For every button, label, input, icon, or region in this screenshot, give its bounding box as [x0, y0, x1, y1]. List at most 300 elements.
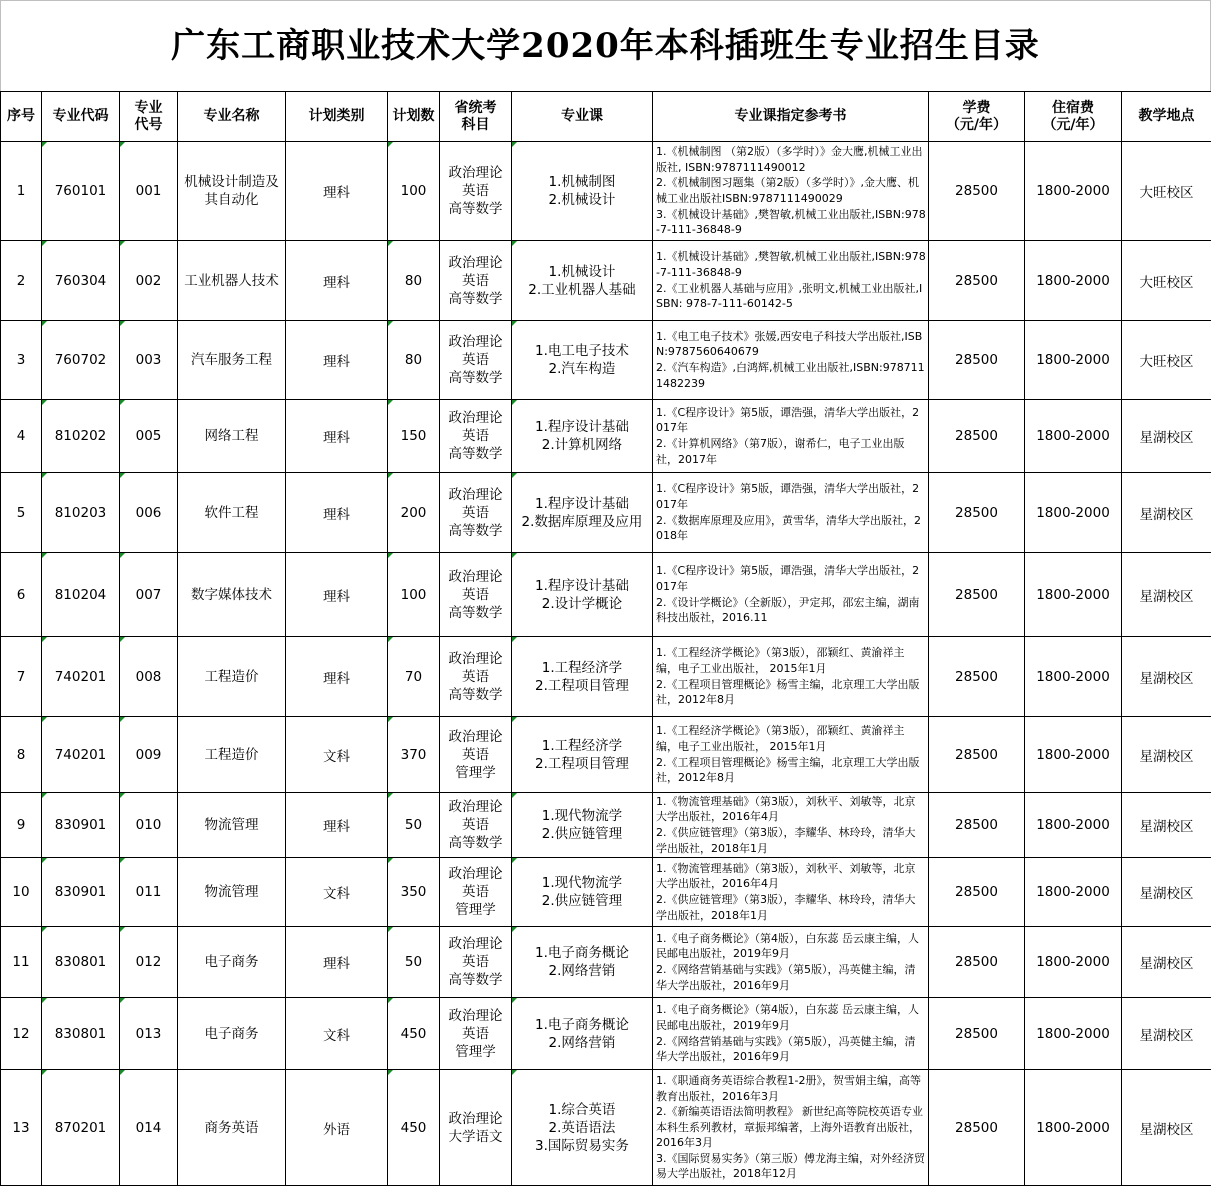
- cell-campus[interactable]: [1122, 793, 1211, 858]
- cell-major-num-text: 013: [135, 1025, 162, 1042]
- table-row: [1, 717, 1211, 793]
- cell-exam-subjects[interactable]: [440, 793, 512, 858]
- cell-courses-text: 1.现代物流学 2.供应链管理: [541, 808, 623, 842]
- cell-major-num[interactable]: [120, 637, 178, 717]
- cell-exam-subjects[interactable]: [440, 858, 512, 927]
- cell-major-name-text: 汽车服务工程: [191, 352, 272, 368]
- cell-exam-subjects[interactable]: [440, 400, 512, 473]
- table-row: [1, 473, 1211, 553]
- cell-reference-books-text: 1.《电子商务概论》（第4版），白东蕊 岳云康主编，人民邮电出版社，2019年9月 2.《网络营销基础与实践》（第5版），冯英健主编，清华大学出版社，2016年9月: [656, 931, 919, 992]
- cell-major-code[interactable]: [42, 241, 120, 321]
- cell-major-code-text: 830801: [54, 954, 107, 970]
- cell-courses-text: 1.机械设计 2.工业机器人基础: [528, 263, 636, 298]
- cell-plan-count[interactable]: [388, 637, 440, 717]
- cell-no-text: 7: [16, 668, 26, 685]
- cell-major-num-text: 003: [135, 352, 162, 368]
- cell-reference-books-text: 1.《物流管理基础》（第3版），刘秋平、刘敏等，北京大学出版社，2016年4月 2.《供应链管理》（第3版），李耀华、林玲玲，清华大学出版社，2018年1月: [656, 861, 916, 922]
- cell-plan-type[interactable]: [286, 998, 388, 1070]
- cell-campus[interactable]: [1122, 553, 1211, 637]
- cell-plan-type[interactable]: [286, 400, 388, 473]
- cell-major-num-text: 005: [135, 428, 162, 444]
- cell-major-code[interactable]: [42, 321, 120, 400]
- cell-exam-subjects[interactable]: [440, 998, 512, 1070]
- cell-no-text: 5: [16, 504, 26, 521]
- cell-major-code-text: 810203: [54, 504, 107, 521]
- cell-no[interactable]: [1, 717, 42, 793]
- cell-major-num-text: 009: [135, 746, 162, 763]
- cell-courses[interactable]: [512, 400, 653, 473]
- cell-campus-text: 大旺校区: [1139, 274, 1194, 291]
- cell-plan-count[interactable]: [388, 321, 440, 400]
- cell-plan-type-text: 理科: [323, 185, 350, 201]
- cell-dorm-fee-text: 1800-2000: [1036, 504, 1110, 521]
- cell-no[interactable]: [1, 241, 42, 321]
- cell-exam-subjects[interactable]: [440, 927, 512, 998]
- cell-reference-books-text: 1.《工程经济学概论》（第3版），邵颖红、黄渝祥主编，电子工业出版社， 2015年1月 2.《工程项目管理概论》杨雪主编，北京理工大学出版社，2012年8月: [656, 724, 920, 785]
- cell-plan-count-text: 50: [404, 817, 423, 833]
- header-plan-count: 计划数: [388, 92, 440, 142]
- cell-campus[interactable]: [1122, 321, 1211, 400]
- table-row: [1, 858, 1211, 927]
- cell-plan-count[interactable]: [388, 858, 440, 927]
- cell-courses[interactable]: [512, 553, 653, 637]
- cell-major-num[interactable]: [120, 321, 178, 400]
- table-row: [1, 1070, 1211, 1186]
- cell-courses-text: 1.综合英语 2.英语语法 3.国际贸易实务: [535, 1101, 629, 1154]
- cell-major-num[interactable]: [120, 1070, 178, 1186]
- cell-major-num-text: 012: [135, 954, 162, 970]
- cell-plan-count-text: 70: [404, 668, 423, 685]
- cell-major-name-text: 软件工程: [204, 504, 259, 521]
- cell-tuition[interactable]: [929, 321, 1025, 400]
- cell-major-num[interactable]: [120, 793, 178, 858]
- cell-reference-books[interactable]: [653, 637, 929, 717]
- cell-courses-text: 1.机械制图 2.机械设计: [548, 174, 616, 208]
- cell-reference-books[interactable]: [653, 858, 929, 927]
- cell-plan-count-text: 450: [400, 1119, 427, 1136]
- header-campus: 教学地点: [1122, 92, 1211, 142]
- cell-dorm-fee[interactable]: [1025, 998, 1122, 1070]
- cell-no-text: 4: [16, 428, 26, 444]
- cell-courses-text: 1.工程经济学 2.工程项目管理: [535, 659, 629, 694]
- cell-major-code[interactable]: [42, 717, 120, 793]
- cell-plan-count-text: 200: [400, 504, 427, 521]
- cell-major-name[interactable]: [178, 142, 286, 241]
- cell-major-num-text: 008: [135, 668, 162, 685]
- cell-tuition[interactable]: [929, 553, 1025, 637]
- cell-exam-subjects[interactable]: [440, 637, 512, 717]
- cell-major-name-text: 电子商务: [204, 954, 259, 970]
- cell-major-num-text: 006: [135, 504, 162, 521]
- cell-dorm-fee-text: 1800-2000: [1036, 1025, 1110, 1042]
- cell-plan-type[interactable]: [286, 241, 388, 321]
- cell-dorm-fee-text: 1800-2000: [1036, 352, 1110, 368]
- cell-plan-type[interactable]: [286, 717, 388, 793]
- cell-major-name[interactable]: [178, 927, 286, 998]
- cell-dorm-fee-text: 1800-2000: [1036, 668, 1110, 685]
- cell-no[interactable]: [1, 553, 42, 637]
- cell-plan-count[interactable]: [388, 998, 440, 1070]
- cell-exam-subjects-text: 政治理论 英语 高等数学: [448, 799, 503, 851]
- cell-campus-text: 大旺校区: [1139, 354, 1194, 370]
- cell-courses-text: 1.程序设计基础 2.计算机网络: [535, 419, 629, 453]
- cell-major-code[interactable]: [42, 473, 120, 553]
- cell-major-code[interactable]: [42, 998, 120, 1070]
- cell-campus-text: 星湖校区: [1139, 956, 1194, 972]
- cell-no[interactable]: [1, 858, 42, 927]
- cell-tuition-text: 28500: [955, 1119, 998, 1136]
- cell-campus-text: 星湖校区: [1139, 886, 1194, 902]
- cell-plan-count[interactable]: [388, 241, 440, 321]
- cell-major-num[interactable]: [120, 858, 178, 927]
- cell-no[interactable]: [1, 142, 42, 241]
- cell-plan-type-text: 理科: [323, 670, 350, 687]
- cell-campus[interactable]: [1122, 858, 1211, 927]
- cell-tuition[interactable]: [929, 998, 1025, 1070]
- cell-major-name-text: 数字媒体技术: [191, 586, 272, 603]
- cell-major-name-text: 物流管理: [204, 884, 259, 900]
- cell-dorm-fee[interactable]: [1025, 321, 1122, 400]
- cell-major-num-text: 002: [135, 272, 162, 289]
- cell-dorm-fee[interactable]: [1025, 142, 1122, 241]
- cell-courses[interactable]: [512, 927, 653, 998]
- cell-exam-subjects[interactable]: [440, 473, 512, 553]
- cell-tuition[interactable]: [929, 637, 1025, 717]
- cell-plan-type[interactable]: [286, 793, 388, 858]
- cell-plan-type-text: 理科: [323, 588, 350, 605]
- cell-tuition[interactable]: [929, 717, 1025, 793]
- cell-courses[interactable]: [512, 858, 653, 927]
- cell-reference-books-text: 1.《C程序设计》第5版，谭浩强，清华大学出版社，2017年 2.《数据库原理及应用》，黄雪华，清华大学出版社，2018年: [656, 482, 921, 543]
- header-exam-subjects: 省统考 科目: [440, 92, 512, 142]
- cell-courses[interactable]: [512, 998, 653, 1070]
- cell-courses[interactable]: [512, 717, 653, 793]
- cell-major-code[interactable]: [42, 637, 120, 717]
- cell-reference-books[interactable]: [653, 998, 929, 1070]
- cell-plan-type-text: 文科: [323, 1027, 350, 1044]
- cell-campus[interactable]: [1122, 998, 1211, 1070]
- cell-dorm-fee[interactable]: [1025, 637, 1122, 717]
- cell-major-num[interactable]: [120, 142, 178, 241]
- cell-courses-text: 1.工程经济学 2.工程项目管理: [535, 737, 629, 772]
- cell-no[interactable]: [1, 637, 42, 717]
- cell-major-name-text: 商务英语: [204, 1119, 259, 1136]
- cell-major-code[interactable]: [42, 927, 120, 998]
- header-major-num: 专业 代号: [120, 92, 178, 142]
- cell-major-name[interactable]: [178, 400, 286, 473]
- cell-major-code-text: 810202: [54, 428, 107, 444]
- header-row: [1, 92, 1211, 142]
- cell-reference-books[interactable]: [653, 927, 929, 998]
- cell-reference-books-text: 1.《物流管理基础》（第3版），刘秋平、刘敏等，北京大学出版社，2016年4月 2.《供应链管理》（第3版），李耀华、林玲玲，清华大学出版社，2018年1月: [656, 794, 916, 855]
- cell-campus-text: 星湖校区: [1139, 430, 1194, 446]
- cell-campus-text: 星湖校区: [1139, 506, 1194, 523]
- cell-campus[interactable]: [1122, 400, 1211, 473]
- cell-plan-type[interactable]: [286, 1070, 388, 1186]
- cell-major-num[interactable]: [120, 553, 178, 637]
- cell-campus[interactable]: [1122, 1070, 1211, 1186]
- header-dorm-fee: 住宿费 （元/年）: [1025, 92, 1122, 142]
- cell-plan-count[interactable]: [388, 142, 440, 241]
- cell-no-text: 3: [16, 352, 26, 368]
- cell-plan-count-text: 50: [404, 954, 423, 970]
- cell-major-code-text: 830901: [54, 817, 107, 833]
- cell-courses-text: 1.程序设计基础 2.设计学概论: [535, 577, 629, 612]
- cell-major-name-text: 物流管理: [204, 817, 259, 833]
- cell-exam-subjects[interactable]: [440, 717, 512, 793]
- cell-reference-books-text: 1.《工程经济学概论》（第3版），邵颖红、黄渝祥主编，电子工业出版社， 2015年1月 2.《工程项目管理概论》杨雪主编，北京理工大学出版社，2012年8月: [656, 646, 920, 707]
- cell-tuition[interactable]: [929, 1070, 1025, 1186]
- cell-campus-text: 星湖校区: [1139, 588, 1194, 605]
- cell-plan-type[interactable]: [286, 321, 388, 400]
- table-row: [1, 553, 1211, 637]
- cell-tuition-text: 28500: [955, 668, 998, 685]
- cell-exam-subjects-text: 政治理论 英语 高等数学: [448, 165, 503, 217]
- cell-major-name-text: 机械设计制造及 其自动化: [184, 174, 279, 208]
- cell-dorm-fee[interactable]: [1025, 400, 1122, 473]
- cell-major-num[interactable]: [120, 473, 178, 553]
- cell-tuition-text: 28500: [955, 352, 998, 368]
- cell-exam-subjects-text: 政治理论 大学语文: [448, 1110, 503, 1145]
- cell-plan-count[interactable]: [388, 1070, 440, 1186]
- cell-plan-type-text: 文科: [323, 748, 350, 765]
- cell-dorm-fee-text: 1800-2000: [1036, 183, 1110, 199]
- cell-major-code-text: 740201: [54, 668, 107, 685]
- cell-dorm-fee-text: 1800-2000: [1036, 586, 1110, 603]
- cell-campus[interactable]: [1122, 241, 1211, 321]
- cell-dorm-fee[interactable]: [1025, 553, 1122, 637]
- cell-plan-count-text: 450: [400, 1025, 427, 1042]
- cell-courses-text: 1.现代物流学 2.供应链管理: [541, 875, 623, 909]
- cell-plan-type[interactable]: [286, 858, 388, 927]
- cell-reference-books[interactable]: [653, 473, 929, 553]
- cell-plan-count[interactable]: [388, 793, 440, 858]
- cell-no[interactable]: [1, 473, 42, 553]
- cell-major-num-text: 014: [135, 1119, 162, 1136]
- cell-courses[interactable]: [512, 793, 653, 858]
- cell-exam-subjects-text: 政治理论 英语 管理学: [448, 866, 503, 918]
- cell-dorm-fee-text: 1800-2000: [1036, 954, 1110, 970]
- cell-major-name-text: 电子商务: [204, 1025, 259, 1042]
- cell-reference-books-text: 1.《职通商务英语综合教程1-2册》，贺雪娟主编，高等教育出版社，2016年3月 2.《新编英语语法简明教程》 新世纪高等院校英语专业本科生系列教材，章振邦编著，上海外语教育出版社，2016年3月 3.《国际贸易实务》（第三版）傅龙海主编，对外经济贸易大学出版社，2018年12月: [656, 1073, 925, 1181]
- header-courses: 专业课: [512, 92, 653, 142]
- cell-major-num[interactable]: [120, 927, 178, 998]
- cell-plan-type-text: 外语: [323, 1121, 350, 1138]
- cell-major-num[interactable]: [120, 241, 178, 321]
- cell-dorm-fee[interactable]: [1025, 473, 1122, 553]
- cell-tuition-text: 28500: [955, 884, 998, 900]
- cell-dorm-fee[interactable]: [1025, 717, 1122, 793]
- cell-major-code-text: 760702: [54, 352, 107, 368]
- cell-campus[interactable]: [1122, 637, 1211, 717]
- cell-no[interactable]: [1, 927, 42, 998]
- cell-plan-count[interactable]: [388, 400, 440, 473]
- cell-dorm-fee-text: 1800-2000: [1036, 272, 1110, 289]
- header-no: 序号: [1, 92, 42, 142]
- cell-tuition[interactable]: [929, 858, 1025, 927]
- cell-major-code[interactable]: [42, 142, 120, 241]
- cell-reference-books[interactable]: [653, 717, 929, 793]
- cell-exam-subjects[interactable]: [440, 321, 512, 400]
- cell-reference-books[interactable]: [653, 793, 929, 858]
- cell-campus[interactable]: [1122, 473, 1211, 553]
- cell-courses[interactable]: [512, 1070, 653, 1186]
- cell-plan-type-text: 理科: [323, 506, 350, 523]
- page-title: 广东工商职业技术大学2020年本科插班生专业招生目录: [0, 0, 1211, 91]
- cell-major-name[interactable]: [178, 637, 286, 717]
- cell-dorm-fee[interactable]: [1025, 793, 1122, 858]
- cell-major-name[interactable]: [178, 321, 286, 400]
- cell-exam-subjects[interactable]: [440, 142, 512, 241]
- cell-major-name[interactable]: [178, 858, 286, 927]
- cell-courses[interactable]: [512, 241, 653, 321]
- header-major-code: 专业代码: [42, 92, 120, 142]
- cell-plan-count[interactable]: [388, 927, 440, 998]
- cell-reference-books[interactable]: [653, 241, 929, 321]
- cell-tuition-text: 28500: [955, 428, 998, 444]
- cell-courses[interactable]: [512, 637, 653, 717]
- cell-tuition[interactable]: [929, 927, 1025, 998]
- cell-plan-count-text: 370: [400, 746, 427, 763]
- cell-major-num[interactable]: [120, 400, 178, 473]
- cell-campus[interactable]: [1122, 717, 1211, 793]
- cell-major-code[interactable]: [42, 858, 120, 927]
- cell-exam-subjects[interactable]: [440, 553, 512, 637]
- table-body: [1, 142, 1211, 1186]
- cell-major-code[interactable]: [42, 400, 120, 473]
- cell-dorm-fee-text: 1800-2000: [1036, 428, 1110, 444]
- cell-plan-count[interactable]: [388, 553, 440, 637]
- cell-no[interactable]: [1, 321, 42, 400]
- cell-major-num[interactable]: [120, 998, 178, 1070]
- cell-major-name[interactable]: [178, 1070, 286, 1186]
- cell-no[interactable]: [1, 400, 42, 473]
- cell-reference-books[interactable]: [653, 553, 929, 637]
- cell-dorm-fee[interactable]: [1025, 858, 1122, 927]
- cell-tuition-text: 28500: [955, 1025, 998, 1042]
- cell-reference-books[interactable]: [653, 1070, 929, 1186]
- cell-courses-text: 1.电工电子技术 2.汽车构造: [535, 343, 629, 377]
- cell-major-name[interactable]: [178, 793, 286, 858]
- cell-major-code-text: 830801: [54, 1025, 107, 1042]
- cell-dorm-fee-text: 1800-2000: [1036, 884, 1110, 900]
- cell-courses[interactable]: [512, 473, 653, 553]
- cell-plan-type-text: 理科: [323, 956, 350, 972]
- cell-exam-subjects-text: 政治理论 英语 高等数学: [448, 650, 503, 703]
- cell-tuition[interactable]: [929, 473, 1025, 553]
- cell-campus-text: 星湖校区: [1139, 670, 1194, 687]
- cell-major-name[interactable]: [178, 717, 286, 793]
- cell-dorm-fee[interactable]: [1025, 241, 1122, 321]
- cell-major-num-text: 001: [135, 183, 162, 199]
- cell-major-code[interactable]: [42, 553, 120, 637]
- cell-major-code-text: 870201: [54, 1119, 107, 1136]
- cell-courses[interactable]: [512, 142, 653, 241]
- cell-tuition-text: 28500: [955, 954, 998, 970]
- cell-campus[interactable]: [1122, 927, 1211, 998]
- cell-exam-subjects-text: 政治理论 英语 高等数学: [448, 254, 503, 307]
- cell-tuition-text: 28500: [955, 586, 998, 603]
- cell-no-text: 11: [12, 954, 30, 970]
- cell-dorm-fee[interactable]: [1025, 927, 1122, 998]
- cell-no-text: 8: [16, 746, 26, 763]
- cell-major-code[interactable]: [42, 1070, 120, 1186]
- cell-no[interactable]: [1, 793, 42, 858]
- cell-campus-text: 星湖校区: [1139, 1121, 1194, 1138]
- cell-reference-books[interactable]: [653, 400, 929, 473]
- cell-major-code-text: 760304: [54, 272, 107, 289]
- cell-reference-books-text: 1.《C程序设计》第5版，谭浩强，清华大学出版社，2017年 2.《设计学概论》（全新版），尹定邦，邵宏主编，湖南科技出版社，2016.11: [656, 564, 920, 625]
- cell-plan-type[interactable]: [286, 553, 388, 637]
- cell-exam-subjects[interactable]: [440, 241, 512, 321]
- cell-major-num-text: 007: [135, 586, 162, 603]
- cell-plan-type[interactable]: [286, 637, 388, 717]
- header-tuition: 学费 （元/年）: [929, 92, 1025, 142]
- cell-no-text: 6: [16, 586, 26, 603]
- cell-major-code-text: 810204: [54, 586, 107, 603]
- cell-plan-type[interactable]: [286, 473, 388, 553]
- cell-no[interactable]: [1, 1070, 42, 1186]
- cell-campus[interactable]: [1122, 142, 1211, 241]
- cell-dorm-fee[interactable]: [1025, 1070, 1122, 1186]
- cell-plan-type-text: 理科: [323, 274, 350, 291]
- cell-tuition[interactable]: [929, 142, 1025, 241]
- cell-no-text: 13: [12, 1119, 30, 1136]
- table-row: [1, 321, 1211, 400]
- enrollment-table: [0, 91, 1211, 1186]
- cell-plan-type[interactable]: [286, 927, 388, 998]
- cell-exam-subjects[interactable]: [440, 1070, 512, 1186]
- table-row: [1, 927, 1211, 998]
- cell-courses[interactable]: [512, 321, 653, 400]
- cell-plan-count-text: 80: [404, 352, 423, 368]
- cell-tuition-text: 28500: [955, 272, 998, 289]
- cell-major-num-text: 010: [135, 817, 162, 833]
- cell-tuition-text: 28500: [955, 504, 998, 521]
- table-row: [1, 637, 1211, 717]
- cell-major-name[interactable]: [178, 998, 286, 1070]
- cell-tuition[interactable]: [929, 241, 1025, 321]
- cell-plan-type-text: 文科: [323, 886, 350, 902]
- table-row: [1, 142, 1211, 241]
- cell-plan-type[interactable]: [286, 142, 388, 241]
- cell-reference-books[interactable]: [653, 321, 929, 400]
- cell-courses-text: 1.程序设计基础 2.数据库原理及应用: [521, 495, 643, 530]
- cell-major-name-text: 工业机器人技术: [184, 272, 279, 289]
- cell-major-name[interactable]: [178, 473, 286, 553]
- cell-tuition[interactable]: [929, 400, 1025, 473]
- cell-major-name[interactable]: [178, 241, 286, 321]
- cell-major-name[interactable]: [178, 553, 286, 637]
- cell-reference-books[interactable]: [653, 142, 929, 241]
- cell-major-code-text: 830901: [54, 884, 107, 900]
- cell-courses-text: 1.电子商务概论 2.网络营销: [535, 945, 629, 979]
- cell-major-name-text: 工程造价: [204, 668, 259, 685]
- cell-tuition[interactable]: [929, 793, 1025, 858]
- table-row: [1, 793, 1211, 858]
- cell-major-num[interactable]: [120, 717, 178, 793]
- cell-plan-count[interactable]: [388, 473, 440, 553]
- cell-plan-count-text: 80: [404, 272, 423, 289]
- cell-major-code[interactable]: [42, 793, 120, 858]
- cell-no[interactable]: [1, 998, 42, 1070]
- cell-plan-count-text: 350: [400, 884, 427, 900]
- cell-reference-books-text: 1.《机械制图 （第2版）（多学时）》金大鹰,机械工业出版社, ISBN:9787111490012 2.《机械制图习题集（第2版）（多学时）》,金大鹰、机械工业出版社ISBN:9787111490029 3.《机械设计基础》,樊智敏,机械工业出版社,ISBN:978-7-111-36848-9: [656, 145, 926, 237]
- cell-reference-books-text: 1.《机械设计基础》,樊智敏,机械工业出版社,ISBN:978-7-111-36848-9 2.《工业机器人基础与应用》,张明文,机械工业出版社,ISBN: 978-7-111-60142-5: [656, 250, 926, 311]
- cell-plan-count[interactable]: [388, 717, 440, 793]
- cell-major-name-text: 工程造价: [204, 746, 259, 763]
- cell-no-text: 2: [16, 272, 26, 289]
